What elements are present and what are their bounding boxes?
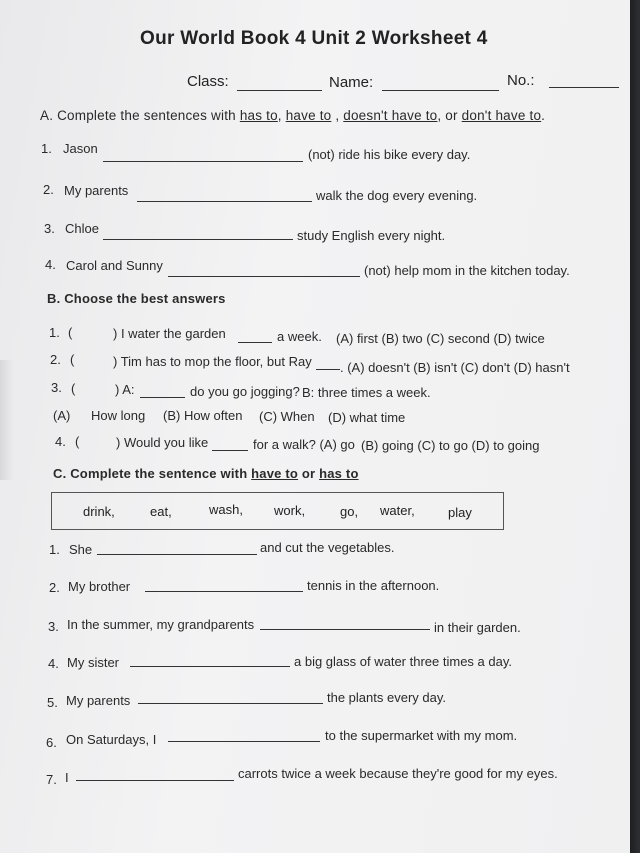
word-bank-item: work, [274,503,306,518]
number-field[interactable] [549,86,619,88]
b-q1-paren: ( [68,325,73,340]
background-edge [630,0,640,853]
a-item-3-subject: Chloe [65,221,99,236]
word-bank-item: play [448,505,472,520]
page-shadow [0,360,14,480]
b-q3-text-mid: do you go jogging? [190,384,300,399]
b-q4-number: 4. [55,434,66,449]
b-q3-choice-a: (A) [53,408,71,423]
c-item-4-rest: a big glass of water three times a day. [294,654,512,669]
word-bank-item: water, [380,503,415,518]
b-q4-choices: (B) going (C) to go (D) to going [361,438,540,453]
b-q4-blank[interactable] [212,449,248,451]
b-q4-text: ) Would you like [116,435,209,450]
c-item-6-rest: to the supermarket with my mom. [325,728,518,743]
a-item-3-rest: study English every night. [297,228,446,243]
b-q4-paren: ( [75,434,80,449]
b-q2-choices: . (A) doesn't (B) isn't (C) don't (D) hasn't [340,360,570,375]
c-item-2-blank[interactable] [145,590,303,592]
section-c-heading [53,466,359,481]
a-item-1-blank[interactable] [103,160,303,162]
c-item-4-blank[interactable] [130,665,290,667]
b-q3-paren: ( [71,381,76,396]
a-item-4-number: 4. [45,257,56,272]
a-item-4-subject: Carol and Sunny [66,258,163,273]
c-item-1-rest: and cut the vegetables. [260,540,395,555]
c-item-3-rest: in their garden. [434,620,521,635]
a-item-1-rest: (not) ride his bike every day. [308,147,471,162]
b-q3-choice-b: (B) How often [163,408,243,423]
c-item-7-rest: carrots twice a week because they're good for my eyes. [238,766,558,781]
c-item-2-rest: tennis in the afternoon. [307,578,440,593]
b-q2-text: ) Tim has to mop the floor, but Ray [113,354,312,369]
b-q3-blank[interactable] [140,396,185,398]
b-q2-blank[interactable] [316,368,340,370]
separator: , or [437,108,462,123]
separator: or [298,466,320,481]
b-q3-number: 3. [51,380,62,395]
c-item-5-blank[interactable] [138,702,323,704]
b-q2-paren: ( [70,352,75,367]
section-b-heading: B. Choose the best answers [47,291,226,306]
c-item-2-subject: My brother [68,579,131,594]
period: . [541,108,546,123]
c-item-1-number: 1. [49,542,60,557]
a-item-2-rest: walk the dog every evening. [316,188,478,203]
c-item-2-number: 2. [49,580,60,595]
c-item-6-subject: On Saturdays, I [66,732,157,747]
option-have-to: have to [251,466,299,481]
separator: , [277,108,286,123]
c-item-7-subject: I [65,770,69,785]
b-q1-choices: (A) first (B) two (C) second (D) twice [336,331,545,346]
option-dont-have-to: don't have to [461,108,542,123]
word-bank-item: eat, [150,504,172,519]
word-bank-item: go, [340,504,359,519]
a-item-3-blank[interactable] [103,238,293,240]
c-item-3-subject: In the summer, my grandparents [67,617,255,632]
class-label: Class: [187,73,229,90]
c-item-6-blank[interactable] [168,740,320,742]
c-item-5-number: 5. [47,695,58,710]
b-q3-text-end: B: three times a week. [302,385,431,400]
c-item-6-number: 6. [46,735,57,750]
c-item-5-subject: My parents [66,693,131,708]
b-q4-text-mid: for a walk? (A) go [253,437,355,452]
option-has-to: has to [319,466,359,481]
section-c-heading-text: C. Complete the sentence with [53,466,252,481]
name-label: Name: [329,74,374,91]
c-item-3-number: 3. [48,619,59,634]
b-q1-blank[interactable] [238,341,272,343]
c-item-5-rest: the plants every day. [327,690,446,705]
name-field[interactable] [382,89,499,91]
c-item-3-blank[interactable] [260,628,430,630]
b-q1-text: ) I water the garden [113,326,226,341]
a-item-1-number: 1. [41,141,52,156]
separator: , [331,108,344,123]
section-a-heading [40,108,545,123]
worksheet-title: Our World Book 4 Unit 2 Worksheet 4 [140,28,488,49]
b-q1-text-end: a week. [277,329,322,344]
option-has-to: has to [239,108,278,123]
c-item-1-blank[interactable] [97,553,257,555]
option-have-to: have to [285,108,332,123]
b-q3-choice-d: (D) what time [328,410,406,425]
word-bank-item: drink, [83,504,115,519]
c-item-4-number: 4. [48,656,59,671]
a-item-4-blank[interactable] [168,275,360,277]
a-item-2-blank[interactable] [137,200,312,202]
b-q2-number: 2. [50,352,61,367]
word-bank [51,492,504,530]
c-item-7-blank[interactable] [76,779,234,781]
option-doesnt-have-to: doesn't have to [343,108,438,123]
c-item-7-number: 7. [46,772,57,787]
word-bank-item: wash, [209,502,243,517]
b-q1-number: 1. [49,325,60,340]
a-item-2-number: 2. [43,182,54,197]
a-item-1-subject: Jason [63,141,98,156]
a-item-3-number: 3. [44,221,55,236]
class-field[interactable] [237,89,322,91]
b-q3-text: ) A: [115,382,135,397]
b-q3-choice-a-text: How long [91,408,146,423]
a-item-2-subject: My parents [64,183,129,198]
c-item-1-subject: She [69,542,93,557]
b-q3-choice-c: (C) When [259,409,315,424]
c-item-4-subject: My sister [67,655,119,670]
a-item-4-rest: (not) help mom in the kitchen today. [364,263,570,278]
section-a-heading-text: A. Complete the sentences with [40,108,240,123]
number-label: No.: [507,72,535,89]
